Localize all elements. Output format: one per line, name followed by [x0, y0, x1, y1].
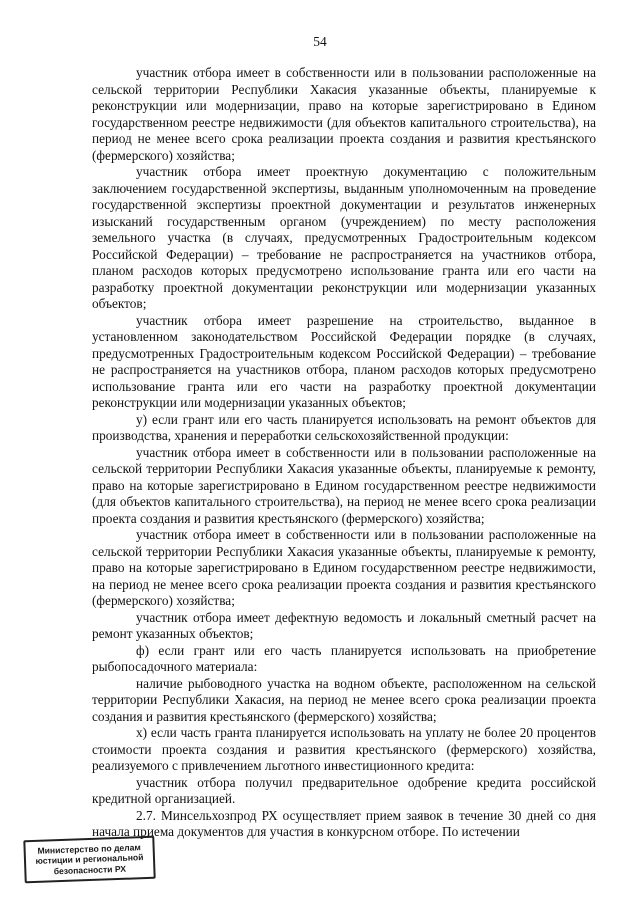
paragraph: ф) если грант или его часть планируется использовать на приобретение рыбопосадочного материала:	[92, 642, 596, 674]
ministry-stamp	[23, 836, 155, 884]
paragraph: участник отбора имеет в собственности или в пользовании расположенные на сельской территории Республики Хакасия указанные объекты, планируемые к ремонту, право на которые зарегистрировано в Едином государственном реестре недвижимости, на период не менее всего срока реализации проекта создания и развития крестьянского (фермерского) хозяйства;	[92, 527, 596, 608]
paragraph: участник отбора имеет дефектную ведомость и локальный сметный расчет на ремонт указанных объектов;	[92, 609, 596, 641]
paragraph: участник отбора имеет в собственности или в пользовании расположенные на сельской территории Республики Хакасия указанные объекты, планируемые к реконструкции или модернизации, право на которые зарегистрировано в Едином государственном реестре недвижимости (для объектов капитального строительства), на период не менее всего срока реализации проекта создания и развития крестьянского (фермерского) хозяйства;	[92, 65, 596, 163]
paragraph: участник отбора имеет разрешение на строительство, выданное в установленном законодательством Российской Федерации порядке (в случаях, предусмотренных Градостроительным кодексом Российской Федерации) – требование не распространяется на участников отбора, планом расходов которых предусмотрено использование гранта или его части на разработку проектной документации реконструкции или модернизации указанных объектов;	[92, 312, 596, 410]
stamp-line: юстиции и региональной	[35, 852, 144, 867]
document-body	[92, 65, 596, 841]
paragraph: х) если часть гранта планируется использовать на уплату не более 20 процентов стоимости проекта создания и развития крестьянского (фермерского) хозяйства, реализуемого с привлечением льготного инвестиционного кредита:	[92, 725, 596, 773]
paragraph: участник отбора имеет в собственности или в пользовании расположенные на сельской территории Республики Хакасия указанные объекты, планируемые к ремонту, право на которые зарегистрировано в Едином государственном реестре недвижимости (для объектов капитального строительства), на период не менее всего срока реализации проекта создания и развития крестьянского (фермерского) хозяйства;	[92, 444, 596, 526]
paragraph: у) если грант или его часть планируется использовать на ремонт объектов для производства, хранения и переработки сельскохозяйственной продукции:	[92, 411, 596, 443]
paragraph: участник отбора имеет проектную документацию с положительным заключением государственной экспертизы, выданным уполномоченным на проведение государственной экспертизы проектной документации и результатов инженерных изысканий государственным органом (учреждением) по месту расположения земельного участка (в случаях, предусмотренных Градостроительным кодексом Российской Федерации) – требование не распространяется на участников отбора, планом расходов которых предусмотрено использование гранта или его части на разработку проектной документации реконструкции или модернизации указанных объектов;	[92, 164, 596, 311]
page-number: 54	[313, 34, 327, 49]
paragraph: 2.7. Минсельхозпрод РХ осуществляет прием заявок в течение 30 дней со дня начала приема документов для участия в конкурсном отборе. По истечении	[92, 807, 596, 839]
paragraph: наличие рыбоводного участка на водном объекте, расположенном на сельской территории Республики Хакасия, на период не менее всего срока реализации проекта создания и развития крестьянского (фермерского) хозяйства;	[92, 675, 596, 724]
stamp-line: Министерство по делам	[37, 841, 141, 856]
stamp-line: безопасности РХ	[53, 863, 127, 877]
paragraph: участник отбора получил предварительное одобрение кредита российской кредитной организацией.	[92, 774, 596, 806]
